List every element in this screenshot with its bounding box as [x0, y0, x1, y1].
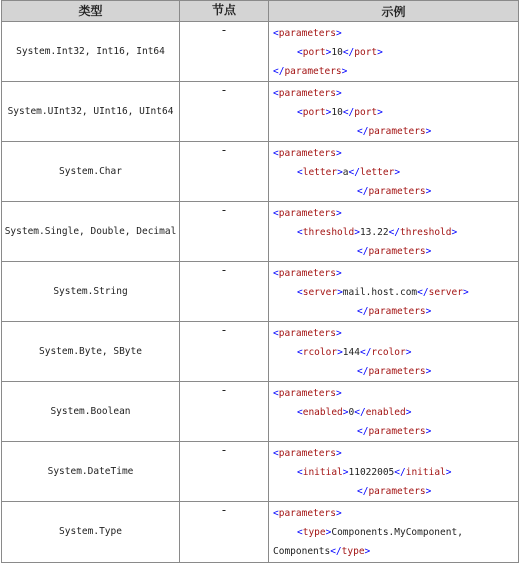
xml-tag-name: parameters: [278, 28, 336, 39]
xml-text: mail.host.com: [342, 287, 418, 298]
xml-tag-name: parameters: [284, 66, 342, 77]
node-value: -: [220, 83, 228, 97]
xml-bracket: </: [417, 287, 429, 298]
xml-bracket: </: [330, 546, 342, 557]
node-value: -: [220, 383, 228, 397]
code-line: [273, 362, 518, 381]
code-line: [273, 84, 518, 103]
xml-bracket: <: [297, 167, 303, 178]
xml-bracket: </: [357, 306, 369, 317]
node-value: -: [220, 443, 228, 457]
node-cell: [180, 442, 269, 502]
xml-bracket: <: [273, 28, 279, 39]
xml-bracket: >: [425, 126, 432, 137]
header-example: 示例: [269, 1, 519, 22]
xml-tag-name: threshold: [400, 227, 452, 238]
xml-bracket: </: [357, 186, 369, 197]
xml-tag-name: enabled: [365, 407, 406, 418]
node-cell: [180, 382, 269, 442]
node-cell: [180, 322, 269, 382]
xml-bracket: >: [377, 107, 383, 118]
xml-bracket: >: [335, 148, 342, 159]
node-cell: [180, 502, 269, 563]
xml-bracket: <: [273, 268, 279, 279]
xml-bracket: >: [325, 527, 332, 538]
xml-text: 13.22: [359, 227, 389, 238]
xml-tag-name: parameters: [278, 508, 336, 519]
table-row: [2, 202, 519, 262]
node-cell: [180, 22, 269, 82]
xml-tag-name: initial: [302, 467, 343, 478]
xml-tag-name: port: [302, 107, 326, 118]
xml-bracket: >: [405, 347, 412, 358]
code-line: [273, 283, 518, 302]
type-cell: System.UInt32, UInt16, UInt64: [2, 82, 180, 142]
table-row: [2, 82, 519, 142]
code-line: [273, 324, 518, 343]
xml-bracket: <: [297, 227, 303, 238]
xml-bracket: >: [445, 467, 452, 478]
xml-bracket: </: [354, 407, 366, 418]
xml-bracket: >: [335, 88, 342, 99]
type-cell: System.String: [2, 262, 180, 322]
code-line: [273, 463, 518, 482]
code-line: [273, 422, 518, 441]
xml-bracket: >: [405, 407, 412, 418]
xml-bracket: <: [273, 388, 279, 399]
table-row: [2, 382, 519, 442]
xml-tag-name: type: [302, 527, 326, 538]
code-line: [273, 204, 518, 223]
xml-bracket: <: [273, 448, 279, 459]
node-value: -: [220, 143, 228, 157]
node-value: -: [220, 263, 228, 277]
xml-bracket: >: [325, 47, 332, 58]
xml-tag-name: parameters: [278, 268, 336, 279]
xml-bracket: >: [354, 227, 360, 238]
example-cell: [269, 382, 519, 442]
xml-bracket: >: [364, 546, 371, 557]
xml-tag-name: parameters: [368, 426, 426, 437]
xml-tag-name: port: [354, 47, 378, 58]
node-cell: [180, 82, 269, 142]
example-cell: [269, 22, 519, 82]
node-value: -: [220, 323, 228, 337]
xml-text: 10: [331, 47, 343, 58]
xml-tag-name: parameters: [368, 306, 426, 317]
xml-text: 0: [348, 407, 355, 418]
example-cell: [269, 142, 519, 202]
xml-bracket: >: [337, 347, 343, 358]
xml-tag-name: parameters: [278, 328, 336, 339]
table-row: [2, 442, 519, 502]
code-line: [273, 384, 518, 403]
code-line: [273, 24, 518, 43]
type-cell: System.Boolean: [2, 382, 180, 442]
xml-tag-name: port: [302, 47, 326, 58]
xml-tag-name: parameters: [368, 186, 426, 197]
type-cell: System.Char: [2, 142, 180, 202]
xml-bracket: >: [341, 66, 348, 77]
type-cell: System.Type: [2, 502, 180, 563]
xml-bracket: </: [357, 486, 369, 497]
xml-tag-name: parameters: [368, 246, 426, 257]
xml-bracket: >: [425, 246, 432, 257]
code-line: [273, 482, 518, 501]
code-line: [273, 444, 518, 463]
xml-bracket: >: [394, 167, 401, 178]
xml-tag-name: initial: [405, 467, 446, 478]
xml-bracket: >: [335, 508, 342, 519]
xml-bracket: <: [273, 208, 279, 219]
type-cell: System.Byte, SByte: [2, 322, 180, 382]
xml-bracket: >: [337, 167, 343, 178]
xml-text: a: [342, 167, 349, 178]
table-row: [2, 322, 519, 382]
xml-bracket: >: [425, 366, 432, 377]
code-line: [273, 302, 518, 321]
xml-bracket: <: [297, 467, 303, 478]
code-line: [273, 62, 518, 81]
xml-tag-name: parameters: [368, 126, 426, 137]
xml-tag-name: threshold: [302, 227, 355, 238]
example-cell: [269, 502, 519, 563]
xml-bracket: </: [348, 167, 360, 178]
xml-tag-name: type: [341, 546, 365, 557]
xml-tag-name: rcolor: [302, 347, 338, 358]
xml-tag-name: parameters: [278, 388, 336, 399]
xml-bracket: >: [335, 328, 342, 339]
header-row: [2, 1, 519, 22]
xml-bracket: <: [297, 287, 303, 298]
xml-bracket: <: [273, 508, 279, 519]
xml-bracket: </: [357, 366, 369, 377]
code-line: [273, 242, 518, 261]
example-cell: [269, 442, 519, 502]
type-cell: System.Single, Double, Decimal: [2, 202, 180, 262]
code-line: [273, 223, 518, 242]
xml-bracket: >: [325, 107, 332, 118]
xml-bracket: >: [335, 28, 342, 39]
example-cell: [269, 262, 519, 322]
xml-tag-name: server: [302, 287, 338, 298]
xml-bracket: </: [273, 66, 285, 77]
code-line: [273, 542, 518, 561]
xml-text: Components.MyComponent,: [331, 527, 463, 538]
xml-bracket: </: [357, 246, 369, 257]
xml-bracket: </: [342, 107, 355, 118]
xml-bracket: </: [357, 126, 369, 137]
table-row: [2, 22, 519, 82]
xml-tag-name: letter: [302, 167, 338, 178]
xml-tag-name: enabled: [302, 407, 343, 418]
node-cell: [180, 202, 269, 262]
node-value: -: [220, 503, 228, 517]
code-line: [273, 163, 518, 182]
xml-text: 144: [342, 347, 360, 358]
xml-text: 10: [331, 107, 343, 118]
code-line: [273, 523, 518, 542]
xml-bracket: </: [394, 467, 406, 478]
xml-tag-name: letter: [359, 167, 395, 178]
type-cell: System.DateTime: [2, 442, 180, 502]
example-cell: [269, 202, 519, 262]
xml-bracket: >: [425, 426, 432, 437]
example-cell: [269, 322, 519, 382]
table-row: [2, 262, 519, 322]
xml-text: Components: [273, 546, 331, 557]
xml-bracket: >: [462, 287, 469, 298]
header-node: 节点: [180, 1, 269, 22]
xml-bracket: >: [425, 486, 432, 497]
xml-tag-name: parameters: [278, 148, 336, 159]
xml-bracket: >: [342, 467, 349, 478]
xml-tag-name: rcolor: [371, 347, 406, 358]
xml-bracket: </: [342, 47, 355, 58]
header-type: 类型: [2, 1, 180, 22]
xml-bracket: </: [359, 347, 372, 358]
xml-bracket: <: [297, 407, 303, 418]
xml-bracket: <: [297, 527, 303, 538]
code-line: [273, 103, 518, 122]
node-value: -: [220, 23, 228, 37]
xml-bracket: >: [425, 306, 432, 317]
xml-bracket: <: [297, 47, 303, 58]
code-line: [273, 144, 518, 163]
xml-tag-name: parameters: [368, 486, 426, 497]
code-line: [273, 343, 518, 362]
node-value: -: [220, 203, 228, 217]
code-line: [273, 43, 518, 62]
xml-tag-name: parameters: [278, 208, 336, 219]
xml-tag-name: parameters: [278, 448, 336, 459]
code-line: [273, 182, 518, 201]
xml-bracket: >: [342, 407, 349, 418]
xml-bracket: <: [273, 328, 279, 339]
node-cell: [180, 142, 269, 202]
xml-tag-name: parameters: [278, 88, 336, 99]
node-cell: [180, 262, 269, 322]
xml-bracket: <: [297, 347, 303, 358]
xml-tag-name: parameters: [368, 366, 426, 377]
xml-bracket: >: [335, 268, 342, 279]
code-line: [273, 122, 518, 141]
xml-tag-name: port: [354, 107, 378, 118]
xml-bracket: >: [335, 388, 342, 399]
code-line: [273, 403, 518, 422]
xml-bracket: >: [337, 287, 343, 298]
xml-text: 11022005: [348, 467, 395, 478]
xml-bracket: >: [335, 208, 342, 219]
code-line: [273, 504, 518, 523]
xml-bracket: >: [425, 186, 432, 197]
table-row: [2, 142, 519, 202]
xml-bracket: </: [357, 426, 369, 437]
xml-bracket: </: [388, 227, 401, 238]
xml-bracket: >: [335, 448, 342, 459]
xml-bracket: <: [297, 107, 303, 118]
type-cell: System.Int32, Int16, Int64: [2, 22, 180, 82]
example-cell: [269, 82, 519, 142]
xml-bracket: >: [451, 227, 458, 238]
type-example-table: [1, 0, 519, 563]
xml-bracket: <: [273, 148, 279, 159]
xml-bracket: >: [377, 47, 383, 58]
table-row: [2, 502, 519, 563]
code-line: [273, 264, 518, 283]
xml-bracket: <: [273, 88, 279, 99]
xml-tag-name: server: [428, 287, 463, 298]
